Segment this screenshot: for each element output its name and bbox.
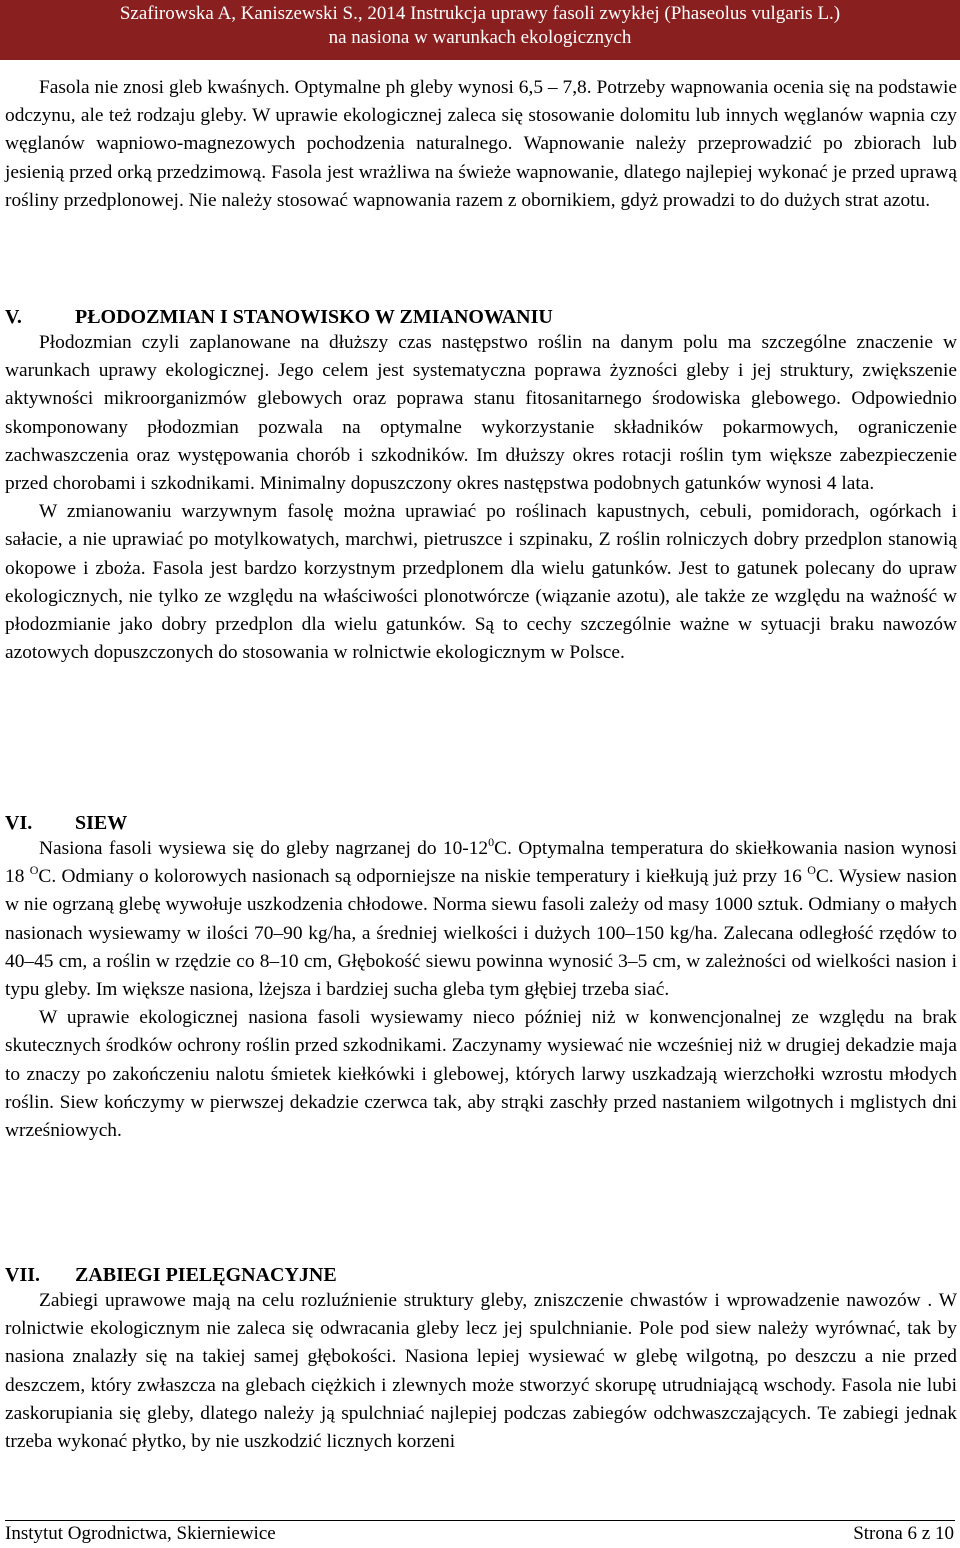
header-title-line-2: na nasiona w warunkach ekologicznych — [328, 27, 632, 48]
page-number: Strona 6 z 10 — [853, 1523, 954, 1544]
section-sowing — [5, 812, 957, 1145]
section-crop-rotation — [5, 306, 957, 667]
section-paragraph: Zabiegi uprawowe mają na celu rozluźnienie struktury gleby, zniszczenie chwastów i wprowadzenie nawozów . W rolnictwie ekologicznym nie zaleca się odwracania gleby lecz jej spulchnianie. Pole pod siew należy wyrównać, tak by nasiona znalazły się na takiej samej głębokości. Nasiona lepiej wysiewać w glebę wilgotną, po deszczu a nie przed deszczem, który zwłaszcza na glebach ciężkich i zlewnych może stworzyć skorupę utrudniającą wschody. Fasola nie lubi zaskorupiania się gleby, dlatego należy ją spulchniać najlepiej podczas zabiegów odchwaszczających. Te zabiegi jednak trzeba wykonać płytko, by nie uszkodzić licznych korzeni — [5, 1290, 957, 1453]
section-paragraph: W zmianowaniu warzywnym fasolę można uprawiać po roślinach kapustnych, cebuli, pomidorach, ogórkach i sałacie, a nie uprawiać po motylkowatych, marchwi, pietruszce i szpinaku, Z roślin rolniczych dobry przedplon stanowią okopowe i zboża. Fasola jest bardzo korzystnym przedplonem dla wielu gatunków. Jest to gatunek polecany do upraw ekologicznych, nie tylko ze względu na właściwości plonotwórcze (wiązanie azotu), ale także ze względu na ważność w płodozmianie jako dobry przedplon dla wielu gatunków. Są to cechy szczególnie ważne w sytuacji braku nawozów azotowych dopuszczonych do stosowania w rolnictwie ekologicznym w Polsce. — [5, 501, 957, 664]
superscript: 0 — [488, 835, 495, 849]
superscript: O — [807, 863, 816, 878]
section-number: V. — [5, 306, 22, 328]
footer-institution: Instytut Ogrodnictwa, Skierniewice — [5, 1523, 276, 1544]
section-title: SIEW — [75, 812, 128, 834]
section-number: VI. — [5, 812, 33, 834]
footer-divider — [5, 1520, 955, 1521]
section-heading — [5, 306, 957, 329]
header-title-line-1: Szafirowska A, Kaniszewski S., 2014 Instrukcja uprawy fasoli zwykłej (Phaseolus vulgaris L.) — [119, 3, 841, 24]
text-run: C. Wysiew nasion w nie ogrzaną glebę wywołuje uszkodzenia chłodowe. Norma siewu fasoli zależy od masy 1000 sztuk. Odmiany o małych nasionach wysiewamy w ilości 70–90 kg/ha, a średniej wielkości i dużych 100–150 kg/ha. Zalecana odległość rzędów to 40–45 cm, a roślin w rzędzie co 8–10 cm, Głębokość siewu powinna wynosić 3–5 cm, w zależności od wielkości nasion i typu gleby. Im większe nasiona, lżejsza i bardziej sucha gleba tym głębiej trzeba siać. — [5, 866, 957, 1001]
intro-section — [5, 74, 957, 215]
section-care-treatments — [5, 1264, 957, 1456]
text-run: Nasiona fasoli wysiewa się do gleby nagrzanej do 10-12 — [39, 838, 489, 859]
section-title: PŁODOZMIAN I STANOWISKO W ZMIANOWANIU — [75, 306, 553, 328]
section-paragraph — [5, 835, 957, 1004]
section-paragraph: W uprawie ekologicznej nasiona fasoli wysiewamy nieco później niż w konwencjonalnej ze względu na brak skutecznych środków ochrony roślin przed szkodnikami. Zaczynamy wysiewać nie wcześniej niż w drugiej dekadzie maja to znaczy po zakończeniu nalotu śmietek kiełkówki i glebowej, których larwy uszkadzają wierzchołki wzrostu młodych roślin. Siew kończymy w pierwszej dekadzie czerwca tak, aby strąki zaschły przed nastaniem wilgotnych i mglistych dni wrześniowych. — [5, 1007, 957, 1142]
text-run: C. Optymalna temperatura do skiełkowania nasion wynosi 18 — [5, 838, 957, 888]
section-heading — [5, 812, 957, 835]
document-header — [0, 0, 960, 60]
intro-paragraph: Fasola nie znosi gleb kwaśnych. Optymalne ph gleby wynosi 6,5 – 7,8. Potrzeby wapnowania ocenia się na podstawie odczynu, ale też rodzaju gleby. W uprawie ekologicznej zaleca się stosowanie dolomitu lub innych węglanów wapnia czy węglanów wapniowo-magnezowych pochodzenia naturalnego. Wapnowanie należy przeprowadzić po zbiorach lub jesienią przed orką przedzimową. Fasola jest wrażliwa na świeże wapnowanie, dlatego najlepiej wykonać je przed uprawą rośliny przedplonowej. Nie należy stosować wapnowania razem z obornikiem, gdyż prowadzi to do dużych strat azotu. — [5, 77, 957, 211]
section-paragraph: Płodozmian czyli zaplanowane na dłuższy czas następstwo roślin na danym polu ma szczególne znaczenie w warunkach uprawy ekologicznej. Jego celem jest systematyczna poprawa żyzności gleby i jej struktury, zwiększenie aktywności mikroorganizmów glebowych oraz poprawa stanu fitosanitarnego środowiska glebowego. Odpowiednio skomponowany płodozmian pozwala na optymalne wykorzystanie składników pokarmowych, ograniczenie zachwaszczenia oraz występowania chorób i szkodników. Im dłuższy okres rotacji roślin tym większe zabezpieczenie przed chorobami i szkodnikami. Minimalny dopuszczony okres następstwa podobnych gatunków wynosi 4 lata. — [5, 332, 957, 495]
section-heading — [5, 1264, 957, 1287]
section-title: ZABIEGI PIELĘGNACYJNE — [75, 1264, 337, 1286]
section-number: VII. — [5, 1264, 41, 1286]
text-run: C. Odmiany o kolorowych nasionach są odporniejsze na niskie temperatury i kiełkują już przy 16 — [38, 866, 808, 888]
superscript: O — [29, 863, 39, 878]
